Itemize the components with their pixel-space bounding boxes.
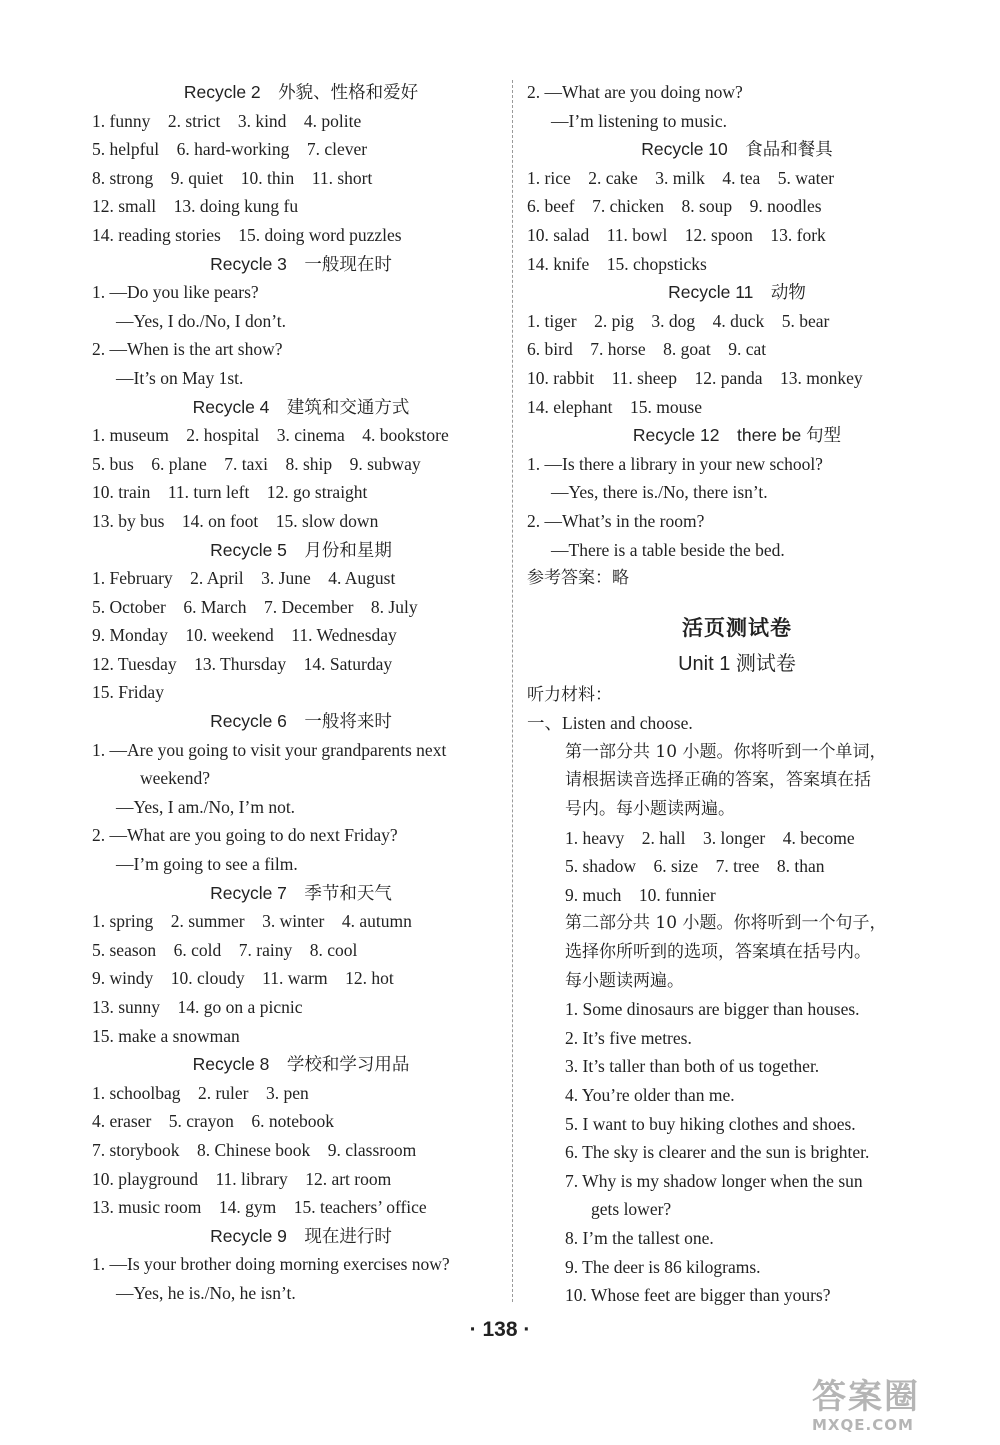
- text-line: 14. knife 15. chopsticks: [527, 253, 707, 274]
- text-line: 1. heavy 2. hall 3. longer 4. become: [565, 827, 855, 848]
- text-line: 7. storybook 8. Chinese book 9. classroom: [92, 1139, 417, 1160]
- text-line: 15. Friday: [92, 682, 164, 703]
- text-line: 一、Listen and choose.: [527, 713, 693, 734]
- text-line: —Yes, he is./No, he isn’t.: [116, 1282, 296, 1303]
- text-line: 1. Some dinosaurs are bigger than houses.: [565, 999, 860, 1020]
- text-line: 2. —What are you doing now?: [527, 82, 743, 102]
- section-heading: Recycle 3 一般现在时: [210, 253, 392, 274]
- text-line: 听力材料：: [527, 684, 612, 705]
- text-line: 6. bird 7. horse 8. goat 9. cat: [527, 339, 767, 360]
- right-column: [527, 78, 947, 1310]
- text-line: —Yes, I am./No, I’m not.: [116, 796, 296, 817]
- text-line: 4. eraser 5. crayon 6. notebook: [92, 1111, 335, 1132]
- text-line: 参考答案：略: [527, 568, 629, 589]
- text-line: 12. Tuesday 13. Thursday 14. Saturday: [92, 653, 393, 674]
- text-line: 1. —Is your brother doing morning exercises now?: [92, 1254, 450, 1275]
- text-line: 第一部分共 10 小题。你将听到一个单词，: [565, 741, 887, 762]
- section-title: 活页测试卷: [682, 615, 792, 640]
- text-line: 13. sunny 14. go on a picnic: [92, 997, 303, 1017]
- section-heading: Recycle 8 学校和学习用品: [192, 1054, 410, 1075]
- text-line: 14. elephant 15. mouse: [527, 396, 702, 417]
- text-line: gets lower?: [591, 1199, 672, 1220]
- text-line: —There is a table beside the bed.: [551, 539, 785, 560]
- text-line: 8. strong 9. quiet 10. thin 11. short: [92, 167, 373, 188]
- text-line: 号内。每小题读两遍。: [565, 799, 735, 820]
- text-line: 选择你所听到的选项，答案填在括号内。: [565, 942, 871, 963]
- section-heading: Recycle 4 建筑和交通方式: [192, 396, 410, 417]
- page-number: · 138 ·: [469, 1318, 531, 1341]
- text-line: 10. salad 11. bowl 12. spoon 13. fork: [527, 224, 826, 245]
- text-line: 13. music room 14. gym 15. teachers’ office: [92, 1197, 427, 1218]
- section-heading: Recycle 12 there be 句型: [632, 425, 842, 446]
- text-line: —It’s on May 1st.: [116, 367, 244, 388]
- text-line: 请根据读音选择正确的答案，答案填在括: [565, 770, 871, 791]
- text-line: 5. shadow 6. size 7. tree 8. than: [565, 856, 825, 877]
- text-line: 14. reading stories 15. doing word puzzles: [92, 224, 402, 245]
- text-line: 4. You’re older than me.: [565, 1085, 735, 1105]
- text-line: 12. small 13. doing kung fu: [92, 196, 299, 217]
- text-line: 5. October 6. March 7. December 8. July: [92, 596, 418, 617]
- text-line: 每小题读两遍。: [565, 970, 684, 991]
- section-heading: Recycle 7 季节和天气: [210, 882, 392, 903]
- watermark-url: MXQE.COM: [812, 1416, 914, 1434]
- text-line: 13. by bus 14. on foot 15. slow down: [92, 510, 379, 531]
- text-line: 1. —Is there a library in your new school?: [527, 453, 823, 474]
- text-line: 1. spring 2. summer 3. winter 4. autumn: [92, 911, 412, 932]
- section-heading: Recycle 9 现在进行时: [210, 1225, 392, 1246]
- text-line: 15. make a snowman: [92, 1025, 240, 1046]
- text-line: 1. tiger 2. pig 3. dog 4. duck 5. bear: [527, 310, 830, 331]
- text-line: 5. season 6. cold 7. rainy 8. cool: [92, 939, 358, 960]
- text-line: —I’m listening to music.: [551, 110, 727, 131]
- unit-title: Unit 1 测试卷: [678, 652, 796, 675]
- section-heading: Recycle 6 一般将来时: [210, 711, 392, 732]
- section-heading: Recycle 2 外貌、性格和爱好: [183, 82, 419, 102]
- watermark-text: 答案圈: [812, 1377, 920, 1417]
- watermark-logo: [812, 1378, 992, 1440]
- text-line: —Yes, I do./No, I don’t.: [116, 310, 286, 331]
- text-line: —Yes, there is./No, there isn’t.: [551, 482, 768, 503]
- section-heading: Recycle 5 月份和星期: [210, 539, 392, 560]
- text-line: 9. The deer is 86 kilograms.: [565, 1256, 761, 1277]
- text-line: 10. rabbit 11. sheep 12. panda 13. monkey: [527, 367, 863, 388]
- text-line: 2. —What are you going to do next Friday?: [92, 825, 398, 846]
- right-bottom-list: [527, 681, 947, 1310]
- text-line: 2. —When is the art show?: [92, 339, 283, 360]
- text-line: 5. bus 6. plane 7. taxi 8. ship 9. subway: [92, 453, 421, 474]
- text-line: 7. Why is my shadow longer when the sun: [565, 1170, 863, 1191]
- text-line: 1. —Are you going to visit your grandparents next: [92, 739, 447, 760]
- text-line: 1. funny 2. strict 3. kind 4. polite: [92, 110, 362, 131]
- text-line: 6. The sky is clearer and the sun is brighter.: [565, 1142, 870, 1163]
- text-line: 9. much 10. funnier: [565, 884, 716, 905]
- text-line: 8. I’m the tallest one.: [565, 1227, 714, 1248]
- text-line: 1. museum 2. hospital 3. cinema 4. bookstore: [92, 425, 449, 446]
- text-line: 第二部分共 10 小题。你将听到一个句子，: [565, 913, 887, 934]
- section-heading: Recycle 11 动物: [668, 282, 806, 303]
- text-line: 9. windy 10. cloudy 11. warm 12. hot: [92, 968, 394, 989]
- text-line: 10. Whose feet are bigger than yours?: [565, 1285, 831, 1306]
- text-line: 10. train 11. turn left 12. go straight: [92, 482, 368, 503]
- text-line: 1. —Do you like pears?: [92, 282, 259, 303]
- text-line: 2. —What’s in the room?: [527, 510, 705, 531]
- text-line: 5. helpful 6. hard-working 7. clever: [92, 139, 368, 160]
- left-column: [92, 78, 510, 1308]
- text-line: 1. February 2. April 3. June 4. August: [92, 568, 396, 589]
- right-top-list: [527, 78, 947, 593]
- text-line: 1. schoolbag 2. ruler 3. pen: [92, 1082, 309, 1103]
- text-line: 2. It’s five metres.: [565, 1027, 692, 1048]
- text-line: weekend?: [140, 768, 210, 789]
- text-line: 6. beef 7. chicken 8. soup 9. noodles: [527, 196, 822, 217]
- text-line: —I’m going to see a film.: [116, 854, 298, 875]
- text-line: 5. I want to buy hiking clothes and shoes.: [565, 1113, 856, 1134]
- column-divider: [512, 80, 513, 1302]
- section-heading: Recycle 10 食品和餐具: [641, 139, 833, 160]
- text-line: 9. Monday 10. weekend 11. Wednesday: [92, 625, 397, 646]
- text-line: 3. It’s taller than both of us together.: [565, 1056, 820, 1077]
- text-line: 10. playground 11. library 12. art room: [92, 1168, 392, 1189]
- text-line: 1. rice 2. cake 3. milk 4. tea 5. water: [527, 167, 835, 188]
